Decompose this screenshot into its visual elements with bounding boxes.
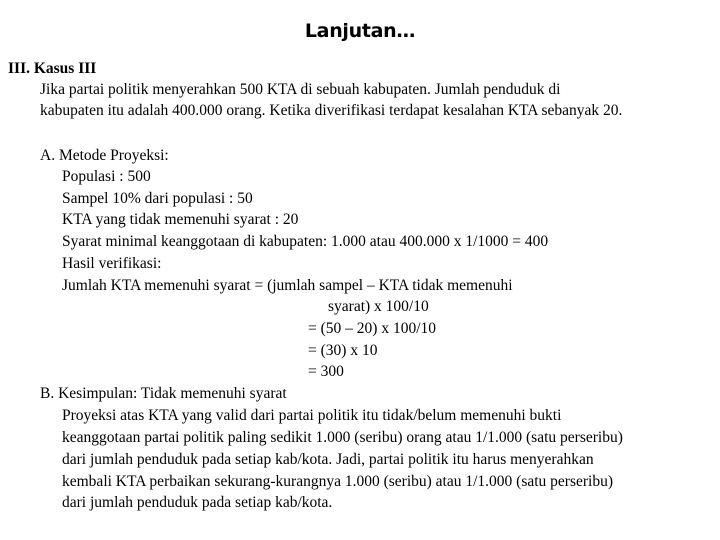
- calc-line-1: syarat) x 100/10: [328, 298, 429, 315]
- section-b-line-5: dari jumlah penduduk pada setiap kab/kota.: [62, 494, 333, 511]
- page-title: Lanjutan…: [304, 20, 416, 42]
- section-a-line-sampel: Sampel 10% dari populasi : 50: [62, 190, 253, 207]
- section-a-line-kta-invalid: KTA yang tidak memenuhi syarat : 20: [62, 211, 299, 228]
- section-a-line-jumlah: Jumlah KTA memenuhi syarat = (jumlah sampel – KTA tidak memenuhi: [62, 277, 513, 294]
- calc-line-3: = (30) x 10: [308, 342, 378, 359]
- calc-line-4: = 300: [308, 363, 344, 380]
- section-a-line-syarat: Syarat minimal keanggotaan di kabupaten: 1.000 atau 400.000 x 1/1000 = 400: [62, 233, 549, 250]
- case-heading: III. Kasus III: [8, 60, 97, 77]
- section-b-line-3: dari jumlah penduduk pada setiap kab/kota. Jadi, partai politik itu harus menyerahkan: [62, 451, 594, 468]
- intro-line-1: Jika partai politik menyerahkan 500 KTA di sebuah kabupaten. Jumlah penduduk di: [40, 81, 561, 98]
- section-a-label: A. Metode Proyeksi:: [40, 147, 169, 164]
- calc-line-2: = (50 – 20) x 100/10: [308, 320, 436, 337]
- section-a-line-hasil: Hasil verifikasi:: [62, 255, 162, 272]
- section-b-label: B. Kesimpulan: Tidak memenuhi syarat: [40, 385, 287, 402]
- section-a-line-populasi: Populasi : 500: [62, 168, 151, 185]
- intro-line-2: kabupaten itu adalah 400.000 orang. Ketika diverifikasi terdapat kesalahan KTA sebanyak 20.: [40, 102, 623, 119]
- section-b-line-4: kembali KTA perbaikan sekurang-kurangnya 1.000 (seribu) atau 1/1.000 (satu perseribu): [62, 473, 613, 490]
- section-b-line-2: keanggotaan partai politik paling sedikit 1.000 (seribu) orang atau 1/1.000 (satu perseribu): [62, 429, 623, 446]
- section-b-line-1: Proyeksi atas KTA yang valid dari partai politik itu tidak/belum memenuhi bukti: [62, 407, 562, 424]
